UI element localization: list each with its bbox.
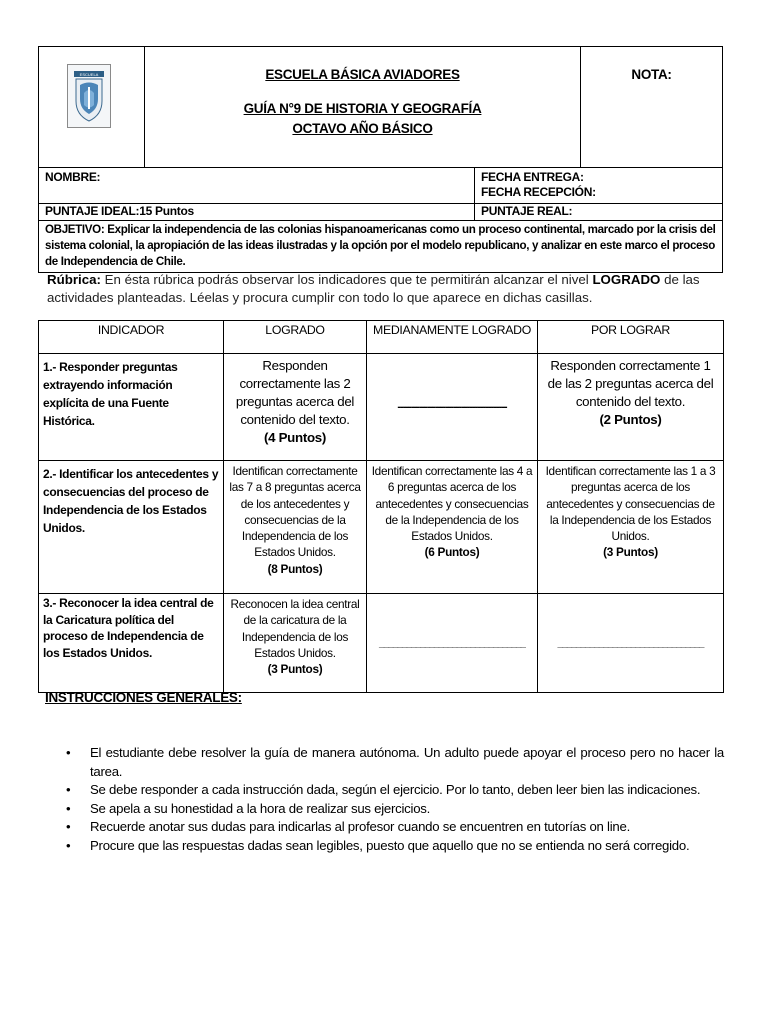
indicador-text: 1.- Responder preguntas extrayendo información explícita de una Fuente Histórica. <box>43 360 178 428</box>
row2-indicador <box>39 461 224 594</box>
table-row <box>39 461 724 594</box>
nota-cell[interactable] <box>581 47 722 167</box>
fecha-recepcion-label: FECHA RECEPCIÓN: <box>481 185 596 199</box>
row1-por <box>538 354 724 461</box>
rubrica-paragraph <box>47 271 727 307</box>
row2-logrado <box>224 461 367 594</box>
list-item-text: Procure que las respuestas dadas sean legibles, puesto que aquello que no se entienda no será corregido. <box>90 837 690 853</box>
list-item <box>66 744 724 781</box>
por-dash: ________________________________ <box>557 637 704 649</box>
row1-medio <box>367 354 538 461</box>
instrucciones-title: INSTRUCCIONES GENERALES: <box>45 690 242 705</box>
rubrica-text-2: de las actividades planteadas. Léelas y procura cumplir con todo lo que aparece en dichas casillas. <box>47 272 700 305</box>
grade-title: OCTAVO AÑO BÁSICO <box>292 121 433 136</box>
row3-logrado <box>224 594 367 693</box>
puntaje-row <box>39 204 722 221</box>
header-logrado: LOGRADO <box>224 321 367 354</box>
list-item-text: Se apela a su honestidad a la hora de realizar sus ejercicios. <box>90 800 431 816</box>
list-item <box>66 800 724 819</box>
nombre-label: NOMBRE: <box>45 170 101 184</box>
guide-title: GUÍA N°9 DE HISTORIA Y GEOGRAFÍA <box>243 101 482 116</box>
puntaje-ideal-cell <box>39 204 475 220</box>
list-item-text: El estudiante debe resolver la guía de manera autónoma. Un adulto puede apoyar el proceso pero no hacer la tarea. <box>90 745 724 779</box>
logo-text: ESCUELA <box>79 72 99 77</box>
objetivo-text: OBJETIVO: Explicar la independencia de las colonias hispanoamericanas como un proceso continental, marcado por la crisis del sistema colonial, la apropiación de las ideas ilustradas y la opción por el modelo republicano, y analizar en este marco el proceso de Independencia de Chile. <box>45 223 716 268</box>
por-text: Identifican correctamente las 1 a 3 preguntas acerca de los antecedentes y consecuencias de la Independencia de los Estados Unidos. <box>545 464 716 544</box>
medio-dash: ________________________________ <box>379 637 525 649</box>
row1-logrado <box>224 354 367 461</box>
header-indicador: INDICADOR <box>39 321 224 354</box>
rubrica-highlight: LOGRADO <box>592 272 661 287</box>
list-item <box>66 781 724 800</box>
logrado-text: Identifican correctamente las 7 a 8 preguntas acerca de los antecedentes y consecuencias de la Independencia de los Estados Unidos. <box>229 464 361 560</box>
header-por-lograr: POR LOGRAR <box>538 321 724 354</box>
list-item-text: Recuerde anotar sus dudas para indicarlas al profesor cuando se encuentren en tutorías on line. <box>90 819 631 835</box>
row3-indicador <box>39 594 224 693</box>
logrado-text: Reconocen la idea central de la caricatura de la Independencia de los Estados Unidos. <box>230 597 360 660</box>
table-row <box>39 594 724 693</box>
por-points: (2 Puntos) <box>599 412 662 427</box>
logo-cell <box>39 47 145 167</box>
list-item <box>66 837 724 856</box>
puntaje-ideal-label: PUNTAJE IDEAL:15 Puntos <box>45 204 194 218</box>
nombre-field[interactable] <box>39 168 475 203</box>
row2-por <box>538 461 724 594</box>
fecha-entrega-label: FECHA ENTREGA: <box>481 170 584 184</box>
logrado-points: (3 Puntos) <box>267 662 323 677</box>
row2-medio <box>367 461 538 594</box>
school-crest-icon <box>67 64 111 128</box>
nota-label: NOTA: <box>631 67 672 82</box>
bullet-icon: • <box>66 745 71 760</box>
list-item-text: Se debe responder a cada instrucción dada, según el ejercicio. Por lo tanto, deben leer bien las indicaciones. <box>90 782 701 798</box>
row3-medio <box>367 594 538 693</box>
indicador-text: 3.- Reconocer la idea central de la Caricatura política del proceso de Independencia de los Estados Unidos. <box>43 596 214 660</box>
list-item <box>66 818 724 837</box>
bullet-icon: • <box>66 782 71 798</box>
rubrica-label: Rúbrica: <box>47 272 101 287</box>
fechas-field[interactable] <box>475 168 722 203</box>
bullet-icon: • <box>66 800 71 816</box>
puntaje-real-label: PUNTAJE REAL: <box>481 204 573 218</box>
bullet-icon: • <box>66 837 71 853</box>
name-row <box>39 168 722 204</box>
row3-por <box>538 594 724 693</box>
instrucciones-list <box>64 744 724 856</box>
table-row <box>39 354 724 461</box>
por-text: Responden correctamente 1 de las 2 preguntas acerca del contenido del texto. <box>547 358 714 409</box>
title-cell <box>145 47 581 167</box>
medio-points: (6 Puntos) <box>424 545 480 560</box>
logrado-points: (4 Puntos) <box>263 430 326 445</box>
bullet-icon: • <box>66 819 71 835</box>
header-medianamente: MEDIANAMENTE LOGRADO <box>367 321 538 354</box>
por-points: (3 Puntos) <box>603 545 658 560</box>
medio-dash: ----------------------------------------- <box>397 401 507 413</box>
rubric-table <box>38 320 724 693</box>
puntaje-real-field[interactable] <box>475 204 722 220</box>
table-header-row <box>39 321 724 354</box>
row1-indicador <box>39 354 224 461</box>
medio-text: Identifican correctamente las 4 a 6 preguntas acerca de los antecedentes y consecuencias de la Independencia de los Estados Unidos. <box>371 464 533 544</box>
logrado-text: Responden correctamente las 2 preguntas acerca del contenido del texto. <box>235 358 355 427</box>
header-table <box>38 46 723 168</box>
indicador-text: 2.- Identificar los antecedentes y consecuencias del proceso de Independencia de los Estados Unidos. <box>43 467 219 535</box>
school-name: ESCUELA BÁSICA AVIADORES <box>265 67 460 82</box>
student-info-table <box>38 168 723 273</box>
logrado-points: (8 Puntos) <box>267 561 323 576</box>
rubrica-text-1: En ésta rúbrica podrás observar los indicadores que te permitirán alcanzar el nivel <box>100 272 593 287</box>
